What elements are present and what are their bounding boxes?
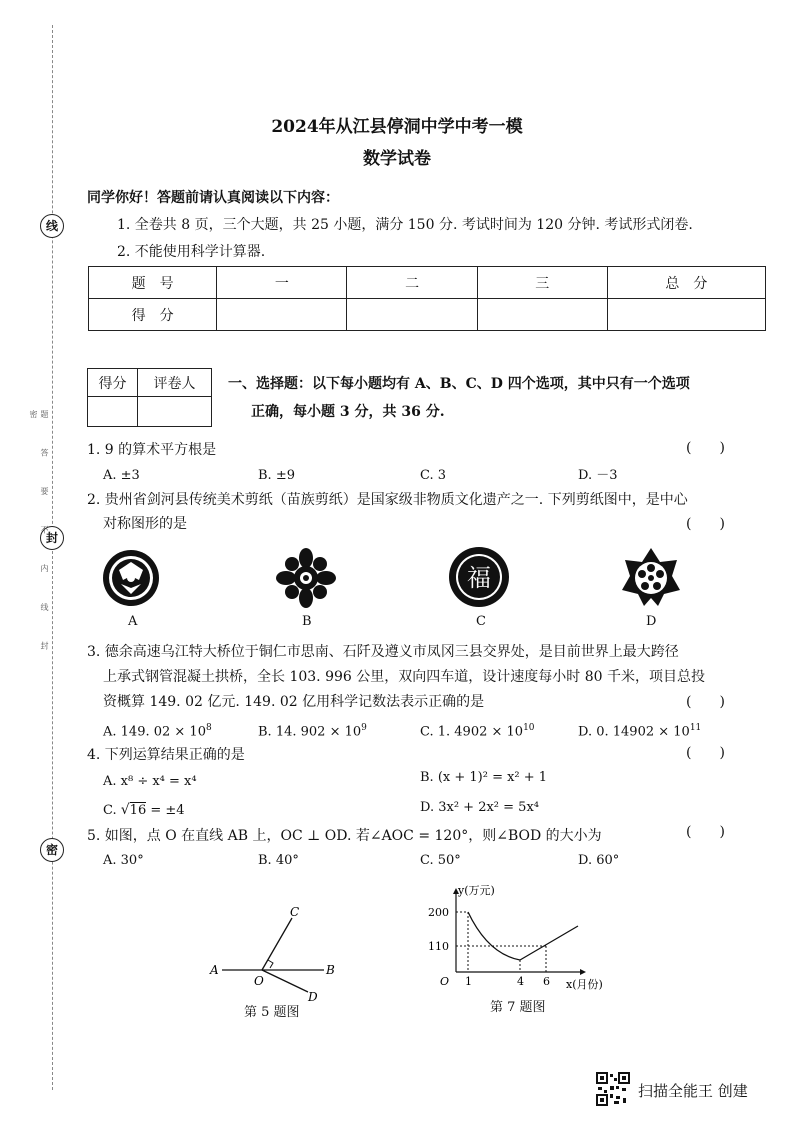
q2-label-c: C bbox=[476, 614, 486, 629]
q4-option-b: B. (x + 1)² = x² + 1 bbox=[420, 770, 548, 785]
q4-option-a: A. x⁸ ÷ x⁴ = x⁴ bbox=[103, 774, 197, 789]
seal-mark-feng: 封 bbox=[40, 526, 64, 550]
grader-score-cell[interactable] bbox=[88, 397, 138, 427]
q3-option-c: C. 1. $4902 \times 10^{10}$ bbox=[420, 723, 535, 740]
q1-option-d: D. －3 bbox=[578, 468, 618, 483]
q3-stem-line1: 3. 德余高速乌江特大桥位于铜仁市思南、石阡及遵义市凤冈三县交界处，是目前世界上最大跨径 bbox=[87, 644, 679, 660]
fig7-y-tick-200: 200 bbox=[428, 906, 449, 919]
fig5-caption: 第 5 题图 bbox=[244, 1005, 300, 1020]
score-table-header: 题 号 bbox=[89, 267, 217, 299]
q2-stem-line2: 对称图形的是 bbox=[103, 516, 187, 532]
score-col-3: 三 bbox=[477, 267, 607, 299]
papercut-a-image bbox=[101, 548, 161, 608]
scanner-watermark-text: 扫描全能王 创建 bbox=[638, 1082, 748, 1100]
q4-stem: 4. 下列运算结果正确的是 bbox=[87, 747, 245, 763]
score-col-1: 一 bbox=[217, 267, 347, 299]
score-col-2: 二 bbox=[347, 267, 477, 299]
figure-5-geometry bbox=[200, 902, 350, 1002]
fig7-x-tick-1: 1 bbox=[465, 975, 472, 988]
q2-label-a: A bbox=[128, 614, 138, 629]
notice-item-1: 1. 全卷共 8 页，三个大题，共 25 小题，满分 150 分. 考试时间为 120 分钟. 考试形式闭卷. bbox=[117, 217, 693, 233]
q5-option-d: D. 60° bbox=[578, 853, 620, 868]
score-cell[interactable] bbox=[217, 299, 347, 331]
binding-dashed-line bbox=[52, 25, 53, 1090]
qr-code-icon bbox=[596, 1072, 630, 1106]
fig7-y-label: y(万元) bbox=[458, 884, 495, 897]
score-cell[interactable] bbox=[607, 299, 765, 331]
fig7-x-tick-4: 4 bbox=[517, 975, 524, 988]
grader-box bbox=[87, 368, 212, 427]
q4-option-c: C. √16 = ±4 bbox=[103, 802, 185, 818]
q5-option-a: A. 30° bbox=[103, 853, 144, 868]
q2-stem-line1: 2. 贵州省剑河县传统美术剪纸（苗族剪纸）是国家级非物质文化遗产之一. 下列剪纸图中，是中心 bbox=[87, 492, 688, 508]
fig5-point-c: C bbox=[290, 905, 300, 919]
margin-vertical-note: 题 答 要 不 内 线 封 密 bbox=[29, 410, 49, 664]
q5-answer-paren[interactable]: ( ) bbox=[686, 824, 725, 840]
q4-option-d: D. 3x² + 2x² = 5x⁴ bbox=[420, 800, 539, 815]
q5-option-b: B. 40° bbox=[258, 853, 299, 868]
fig5-point-d: D bbox=[308, 990, 318, 1002]
score-row-label: 得 分 bbox=[89, 299, 217, 331]
q1-option-b: B. ±9 bbox=[258, 468, 295, 483]
papercut-c-image bbox=[448, 546, 510, 608]
papercut-c-character: 福 bbox=[467, 564, 491, 592]
q4-answer-paren[interactable]: ( ) bbox=[686, 745, 725, 761]
seal-mark-xian: 线 bbox=[40, 214, 64, 238]
score-table bbox=[88, 266, 766, 331]
q3-option-b: B. 14. $902 \times 10^9$ bbox=[258, 723, 367, 740]
fig7-origin: O bbox=[440, 975, 450, 988]
papercut-d-image bbox=[620, 546, 682, 608]
fig7-y-tick-110: 110 bbox=[428, 940, 449, 953]
notice-heading: 同学你好！答题前请认真阅读以下内容： bbox=[87, 190, 339, 206]
q3-stem-line2: 上承式钢管混凝土拱桥，全长 103. 996 公里，双向四车道，设计速度每小时 80 千米，项目总投 bbox=[103, 669, 705, 685]
grader-score-label: 得分 bbox=[88, 369, 138, 397]
grader-name-label: 评卷人 bbox=[137, 369, 211, 397]
q3-answer-paren[interactable]: ( ) bbox=[686, 694, 725, 710]
fig5-point-b: B bbox=[326, 963, 335, 977]
fig7-x-label: x(月份) bbox=[566, 978, 603, 991]
exam-title: 2024年从江县停洞中学中考一模 bbox=[271, 117, 523, 137]
q2-answer-paren[interactable]: ( ) bbox=[686, 516, 725, 532]
q5-stem: 5. 如图，点 O 在直线 AB 上，OC ⊥ OD. 若∠AOC = 120°，则∠BOD 的大小为 bbox=[87, 828, 602, 844]
figure-7-graph bbox=[418, 884, 618, 996]
section1-heading-line1: 一、选择题：以下每小题均有 A、B、C、D 四个选项，其中只有一个选项 bbox=[228, 376, 690, 392]
seal-mark-mi: 密 bbox=[40, 838, 64, 862]
q3-option-a: A. 149. $02 \times 10^8$ bbox=[103, 723, 212, 740]
q1-option-a: A. ±3 bbox=[103, 468, 140, 483]
q3-stem-line3: 资概算 149. 02 亿元. 149. 02 亿用科学记数法表示正确的是 bbox=[103, 694, 485, 710]
fig7-caption: 第 7 题图 bbox=[490, 1000, 546, 1015]
q1-answer-paren[interactable]: ( ) bbox=[686, 440, 725, 456]
q1-stem: 1. 9 的算术平方根是 bbox=[87, 442, 217, 458]
score-cell[interactable] bbox=[477, 299, 607, 331]
fig7-x-tick-6: 6 bbox=[543, 975, 550, 988]
grader-name-cell[interactable] bbox=[137, 397, 211, 427]
q5-option-c: C. 50° bbox=[420, 853, 461, 868]
fig5-point-a: A bbox=[210, 963, 219, 977]
q3-option-d: D. 0. $14902 \times 10^{11}$ bbox=[578, 723, 702, 740]
exam-subtitle: 数学试卷 bbox=[363, 149, 431, 169]
q1-option-c: C. 3 bbox=[420, 468, 447, 483]
q2-label-d: D bbox=[646, 614, 657, 629]
notice-item-2: 2. 不能使用科学计算器. bbox=[117, 244, 266, 260]
fig5-point-o: O bbox=[254, 974, 264, 988]
score-cell[interactable] bbox=[347, 299, 477, 331]
papercut-b-image bbox=[276, 548, 336, 608]
q2-label-b: B bbox=[302, 614, 312, 629]
score-col-total: 总 分 bbox=[607, 267, 765, 299]
section1-heading-line2: 正确，每小题 3 分，共 36 分. bbox=[251, 404, 445, 420]
